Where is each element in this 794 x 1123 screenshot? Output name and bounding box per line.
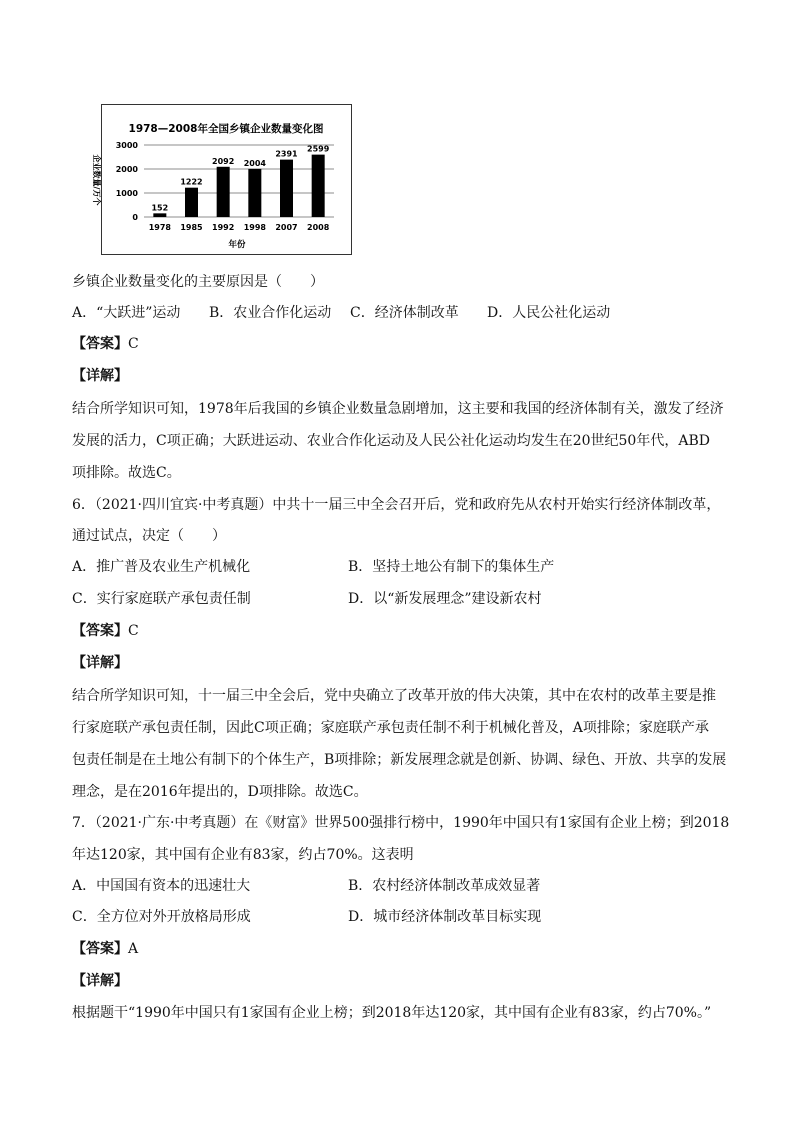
q5-option-d: D．人民公社化运动 <box>487 305 611 321</box>
chart-y-axis-label: 企业数量/万个 <box>92 154 101 206</box>
q6-detail-line: 理念，是在2016年提出的，D项排除。故选C。 <box>72 784 368 800</box>
answer-label: 【答案】 <box>72 336 128 352</box>
q6-option-c: C．实行家庭联产承包责任制 <box>72 591 251 607</box>
q7-answer <box>72 939 138 959</box>
bar <box>153 213 166 217</box>
q6-option-b: B．坚持土地公有制下的集体生产 <box>348 559 555 575</box>
bar-value-label: 2092 <box>212 156 235 166</box>
q5-answer <box>72 334 139 354</box>
q6-option-a: A．推广普及农业生产机械化 <box>72 559 251 575</box>
q7-option-b: B．农村经济体制改革成效显著 <box>348 878 541 894</box>
chart-data-labels <box>151 145 329 213</box>
q7-detail-line: 根据题干“1990年中国只有1家国有企业上榜；到2018年达120家，其中国有企业有83家，约占70%。” <box>72 1005 712 1021</box>
y-tick-label: 0 <box>132 213 138 222</box>
q6-detail-line: 包责任制是在土地公有制下的个体生产，B项排除；新发展理念就是创新、协调、绿色、开放、共享的发展 <box>72 752 727 768</box>
x-tick-label: 1985 <box>180 223 203 232</box>
y-tick-label: 3000 <box>115 141 138 150</box>
answer-value: C <box>128 336 139 352</box>
q7-stem-line: 7．（2021·广东·中考真题）在《财富》世界500强排行榜中，1990年中国只有1家国有企业上榜；到2018 <box>72 815 730 831</box>
q5-option-c: C．经济体制改革 <box>350 305 459 321</box>
answer-label: 【答案】 <box>72 941 128 957</box>
q5-option-a: A．“大跃进”运动 <box>72 305 181 321</box>
bar-value-label: 1222 <box>180 177 203 187</box>
bar <box>185 188 198 217</box>
chart-x-axis-label: 年份 <box>228 240 246 250</box>
q5-detail-line: 结合所学知识可知，1978年后我国的乡镇企业数量急剧增加，这主要和我国的经济体制有关，激发了经济 <box>72 401 724 417</box>
q7-option-c: C．全方位对外开放格局形成 <box>72 909 251 925</box>
x-tick-label: 1992 <box>212 223 235 232</box>
x-tick-label: 1978 <box>148 223 171 232</box>
bar-value-label: 2391 <box>275 149 298 159</box>
q5-stem: 乡镇企业数量变化的主要原因是（ ） <box>72 274 324 290</box>
x-tick-label: 1998 <box>243 223 266 232</box>
y-tick-label: 1000 <box>115 189 138 198</box>
q5-detail-label: 【详解】 <box>72 368 128 384</box>
answer-label: 【答案】 <box>72 623 128 639</box>
q6-stem-line: 通过试点，决定（ ） <box>72 528 226 544</box>
q6-stem-line: 6．（2021·四川宜宾·中考真题）中共十一届三中全会召开后，党和政府先从农村开始实行经济体制改革， <box>72 497 721 513</box>
chart-svg <box>92 105 351 254</box>
chart-y-ticks <box>116 141 139 222</box>
bar <box>217 167 230 217</box>
chart-bars <box>153 155 324 217</box>
answer-value: A <box>128 941 139 957</box>
answer-value: C <box>128 623 139 639</box>
q7-detail-label: 【详解】 <box>72 973 128 989</box>
x-tick-label: 2008 <box>307 223 330 232</box>
q7-stem-line: 年达120家，其中国有企业有83家，约占70%。这表明 <box>72 847 414 863</box>
q6-detail-label: 【详解】 <box>72 655 128 671</box>
q5-detail-line: 项排除。故选C。 <box>72 465 181 481</box>
q7-option-a: A．中国国有资本的迅速壮大 <box>72 878 251 894</box>
q5-option-b: B．农业合作化运动 <box>209 305 332 321</box>
bar-chart-figure <box>92 104 352 255</box>
bar-value-label: 152 <box>151 203 169 213</box>
q5-detail-line: 发展的活力，C项正确；大跃进运动、农业合作化运动及人民公社化运动均发生在20世纪50年代，ABD <box>72 433 710 449</box>
q6-detail-line: 结合所学知识可知，十一届三中全会后，党中央确立了改革开放的伟大决策，其中在农村的改革主要是推 <box>72 688 716 704</box>
q6-answer <box>72 621 139 641</box>
bar <box>280 160 293 217</box>
bar <box>312 155 325 217</box>
chart-x-ticks <box>149 223 330 232</box>
chart-title: 1978—2008年全国乡镇企业数量变化图 <box>128 123 324 135</box>
bar-value-label: 2599 <box>307 144 330 154</box>
q6-detail-line: 行家庭联产承包责任制，因此C项正确；家庭联产承包责任制不利于机械化普及，A项排除；家庭联产承 <box>72 720 709 736</box>
bar-value-label: 2004 <box>243 158 266 168</box>
y-tick-label: 2000 <box>115 165 138 174</box>
bar <box>248 169 261 217</box>
q7-option-d: D．城市经济体制改革目标实现 <box>348 909 542 925</box>
chart-gridlines <box>144 145 334 217</box>
x-tick-label: 2007 <box>275 223 298 232</box>
q6-option-d: D．以“新发展理念”建设新农村 <box>348 591 542 607</box>
